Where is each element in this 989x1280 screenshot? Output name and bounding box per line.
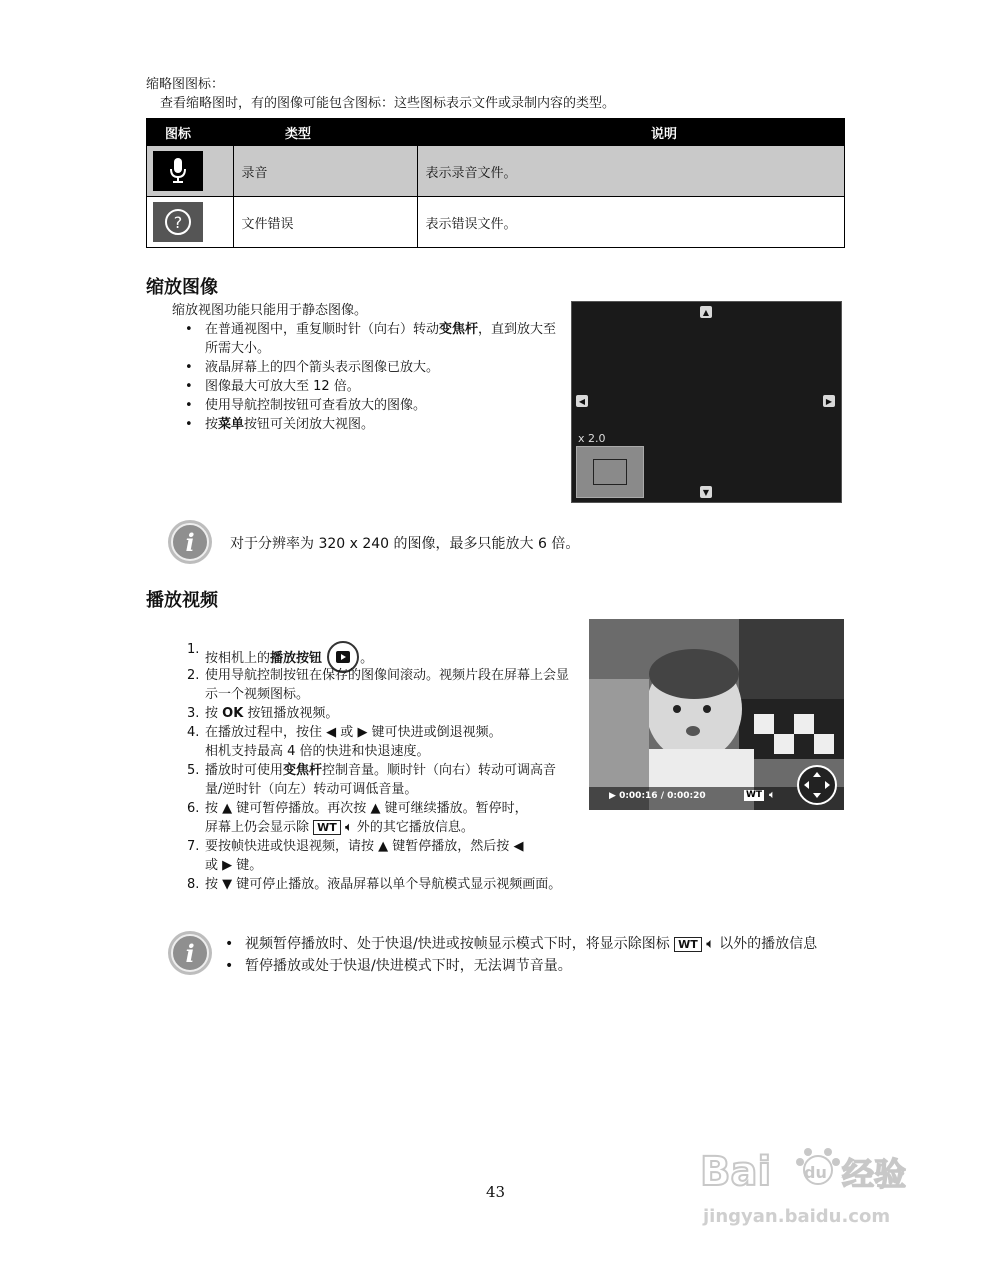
up-arrow-icon: ▲ xyxy=(222,801,233,816)
section-title-thumbnail: 缩略图图标： xyxy=(146,77,225,92)
table-row xyxy=(147,197,845,248)
zoom-note: 对于分辨率为 320 x 240 的图像，最多只能放大 6 倍。 xyxy=(230,536,580,552)
list-item: • 使用导航控制按钮可查看放大的图像。 xyxy=(185,396,557,415)
list-item: 或 ▶ 键。 xyxy=(205,858,263,873)
zoom-navigator xyxy=(576,446,644,498)
arrow-left-icon: ◀ xyxy=(576,395,588,407)
arrow-right-icon: ▶ xyxy=(823,395,835,407)
list-item: 2. 使用导航控制按钮在保存的图像间滚动。视频片段在屏幕上会显示一个视频图标。 xyxy=(187,668,570,702)
video-steps xyxy=(187,640,572,894)
svg-text:du: du xyxy=(804,1163,827,1182)
speaker-icon: 🔈︎ xyxy=(769,788,776,801)
zoom-bullet-list xyxy=(185,320,557,434)
list-item: • 液晶屏幕上的四个箭头表示图像已放大。 xyxy=(185,358,557,377)
zoom-viewport xyxy=(593,459,627,485)
video-notes-list xyxy=(225,933,840,977)
list-item: 3. 按 OK 按钮播放视频。 xyxy=(187,706,339,721)
list-item: 4. 在播放过程中，按住 ◀ 或 ▶ 键可快进或倒退视频。 xyxy=(187,725,502,740)
info-icon xyxy=(166,518,214,566)
nav-control-icon xyxy=(797,765,837,805)
right-arrow-icon: ▶ xyxy=(357,725,368,740)
microphone-icon xyxy=(153,151,203,191)
list-item: 5. 播放时可使用变焦杆控制音量。顺时针（向右）转动可调高音量/逆时针（向左）转动可调低音量。 xyxy=(187,763,557,797)
table-row xyxy=(147,146,845,197)
watermark-url: jingyan.baidu.com xyxy=(703,1206,891,1227)
svg-text:i: i xyxy=(185,528,195,557)
svg-text:Bai: Bai xyxy=(700,1149,772,1195)
zoom-screen-illustration xyxy=(571,301,842,503)
list-item: • 视频暂停播放时、处于快退/快进或按帧显示模式下时，将显示除图标 WT 🔈︎ 以外的播放信息 xyxy=(225,933,840,955)
zoom-level-label: x 2.0 xyxy=(578,432,606,445)
left-arrow-icon: ◀ xyxy=(326,725,337,740)
type-cell: 录音 xyxy=(233,146,417,197)
wt-icon: WT xyxy=(746,790,763,800)
list-item: 7. 要按帧快进或快退视频，请按 ▲ 键暂停播放，然后按 ◀ xyxy=(187,839,524,854)
right-arrow-icon: ▶ xyxy=(222,858,233,873)
video-time: ▶ 0:00:16 / 0:00:20 xyxy=(609,791,706,801)
left-arrow-icon: ◀ xyxy=(513,839,524,854)
arrow-up-icon: ▲ xyxy=(700,306,712,318)
list-item: 8. 按 ▼ 键可停止播放。液晶屏幕以单个导航模式显示视频画面。 xyxy=(187,877,562,892)
down-arrow-icon: ▼ xyxy=(222,877,233,892)
up-arrow-icon: ▲ xyxy=(370,801,381,816)
wt-icon: WT xyxy=(674,937,702,952)
baidu-watermark-logo xyxy=(700,1140,960,1200)
list-item: 屏幕上仍会显示除 WT 🔈︎ 外的其它播放信息。 xyxy=(205,820,474,835)
desc-cell: 表示录音文件。 xyxy=(417,146,845,197)
zoom-intro: 缩放视图功能只能用于静态图像。 xyxy=(172,303,368,318)
icon-table xyxy=(146,118,845,248)
question-icon xyxy=(153,202,203,242)
list-item: • 按菜单按钮可关闭放大视图。 xyxy=(185,415,557,434)
header-type: 类型 xyxy=(233,119,417,146)
desc-cell: 表示错误文件。 xyxy=(417,197,845,248)
list-item: • 暂停播放或处于快退/快进模式下时，无法调节音量。 xyxy=(225,955,840,977)
speaker-icon: 🔈︎ xyxy=(706,936,715,952)
svg-text:i: i xyxy=(185,939,195,968)
page-number: 43 xyxy=(486,1183,506,1201)
table-header-row xyxy=(147,119,845,146)
list-item: 6. 按 ▲ 键可暂停播放。再次按 ▲ 键可继续播放。暂停时， xyxy=(187,801,528,816)
type-cell: 文件错误 xyxy=(233,197,417,248)
header-desc: 说明 xyxy=(417,119,845,146)
video-playback-illustration xyxy=(589,619,844,810)
info-icon xyxy=(166,929,214,977)
header-icon: 图标 xyxy=(147,119,234,146)
svg-text:经验: 经验 xyxy=(842,1155,907,1193)
section-heading-zoom: 缩放图像 xyxy=(146,277,218,298)
list-item: • 图像最大可放大至 12 倍。 xyxy=(185,377,557,396)
thumbnail-intro: 查看缩略图时，有的图像可能包含图标：这些图标表示文件或录制内容的类型。 xyxy=(160,96,616,111)
speaker-icon: 🔈︎ xyxy=(344,820,353,835)
list-item: 相机支持最高 4 倍的快进和快退速度。 xyxy=(205,744,430,759)
list-item: • 在普通视图中，重复顺时针（向右）转动变焦杆，直到放大至所需大小。 xyxy=(185,320,557,358)
video-time-text: 0:00:16 / 0:00:20 xyxy=(619,791,706,801)
list-item: 1. 按相机上的播放按钮 。 xyxy=(187,640,572,674)
svg-text:?: ? xyxy=(173,213,183,232)
arrow-down-icon: ▼ xyxy=(700,486,712,498)
up-arrow-icon: ▲ xyxy=(378,839,389,854)
section-heading-video: 播放视频 xyxy=(146,590,218,611)
wt-icon: WT xyxy=(313,820,341,835)
